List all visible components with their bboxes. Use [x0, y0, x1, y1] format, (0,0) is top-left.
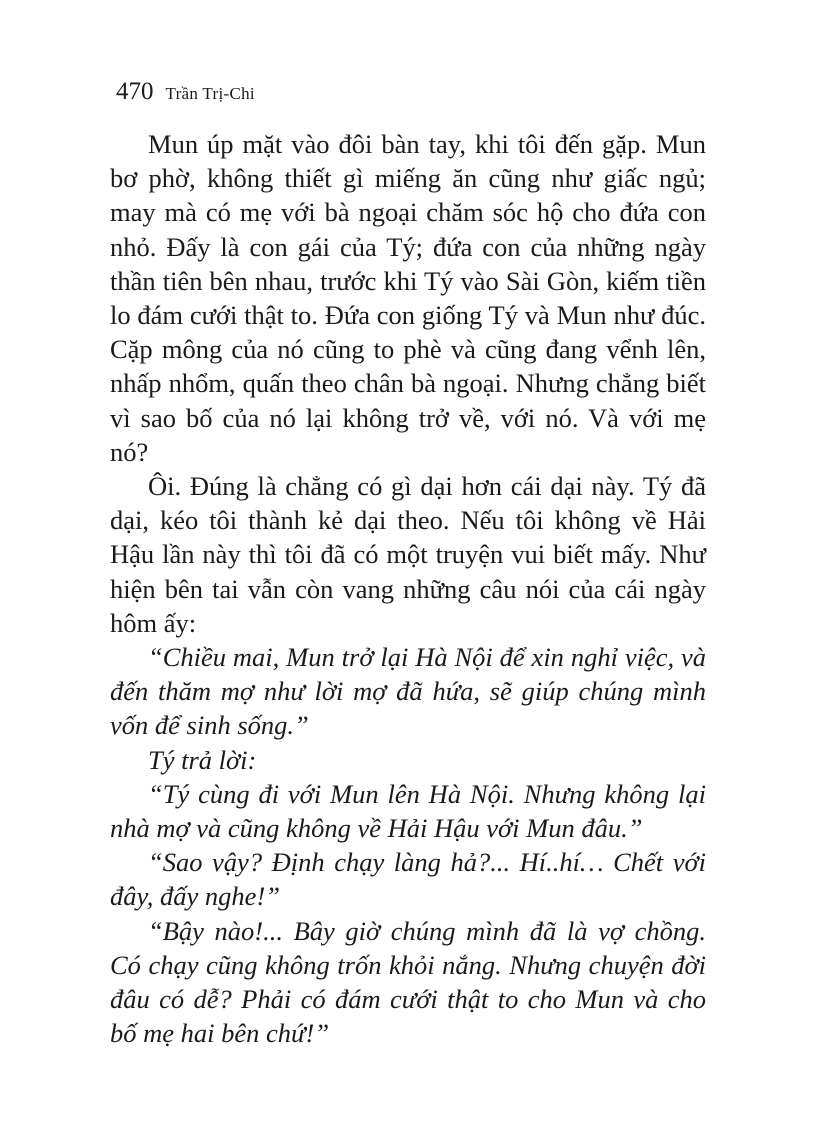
running-head: Trần Trị-Chi	[165, 84, 255, 103]
paragraph-2: Ôi. Đúng là chẳng có gì dại hơn cái dại này. Tý đã dại, kéo tôi thành kẻ dại theo. Nếu tôi không về Hải Hậu lần này thì tôi đã có một truyện vui biết mấy. Như hiện bên tai vẫn còn vang những câu nói của cái ngày hôm ấy:	[110, 471, 706, 638]
body-text	[110, 127, 706, 1050]
dialogue-4: “Bậy nào!... Bây giờ chúng mình đã là vợ chồng. Có chạy cũng không trốn khỏi nắng. Nhưng chuyện đời đâu có dễ? Phải có đám cưới thật to cho Mun và cho bố mẹ hai bên chứ!”	[110, 915, 706, 1049]
page-number: 470	[116, 78, 154, 105]
dialogue-attribution: Tý trả lời:	[148, 744, 257, 775]
page-header	[116, 78, 255, 106]
dialogue-3: “Sao vậy? Định chạy làng hả?... Hí..hí… Chết với đây, đấy nghe!”	[110, 847, 706, 912]
paragraph-1: Mun úp mặt vào đôi bàn tay, khi tôi đến gặp. Mun bơ phờ, không thiết gì miếng ăn cũng như giấc ngủ; may mà có mẹ với bà ngoại chăm sóc hộ cho đứa con nhỏ. Đấy là con gái của Tý; đứa con của những ngày thần tiên bên nhau, trước khi Tý vào Sài Gòn, kiếm tiền lo đám cưới thật to. Đứa con giống Tý và Mun như đúc. Cặp mông của nó cũng to phè và cũng đang vểnh lên, nhấp nhổm, quấn theo chân bà ngoại. Nhưng chẳng biết vì sao bố của nó lại không trở về, với nó. Và với mẹ nó?	[110, 129, 706, 467]
dialogue-2: “Tý cùng đi với Mun lên Hà Nội. Nhưng không lại nhà mợ và cũng không về Hải Hậu với Mun đâu.”	[110, 778, 706, 844]
dialogue-1: “Chiều mai, Mun trở lại Hà Nội để xin nghỉ việc, và đến thăm mợ như lời mợ đã hứa, sẽ giúp chúng mình vốn để sinh sống.”	[110, 642, 706, 741]
